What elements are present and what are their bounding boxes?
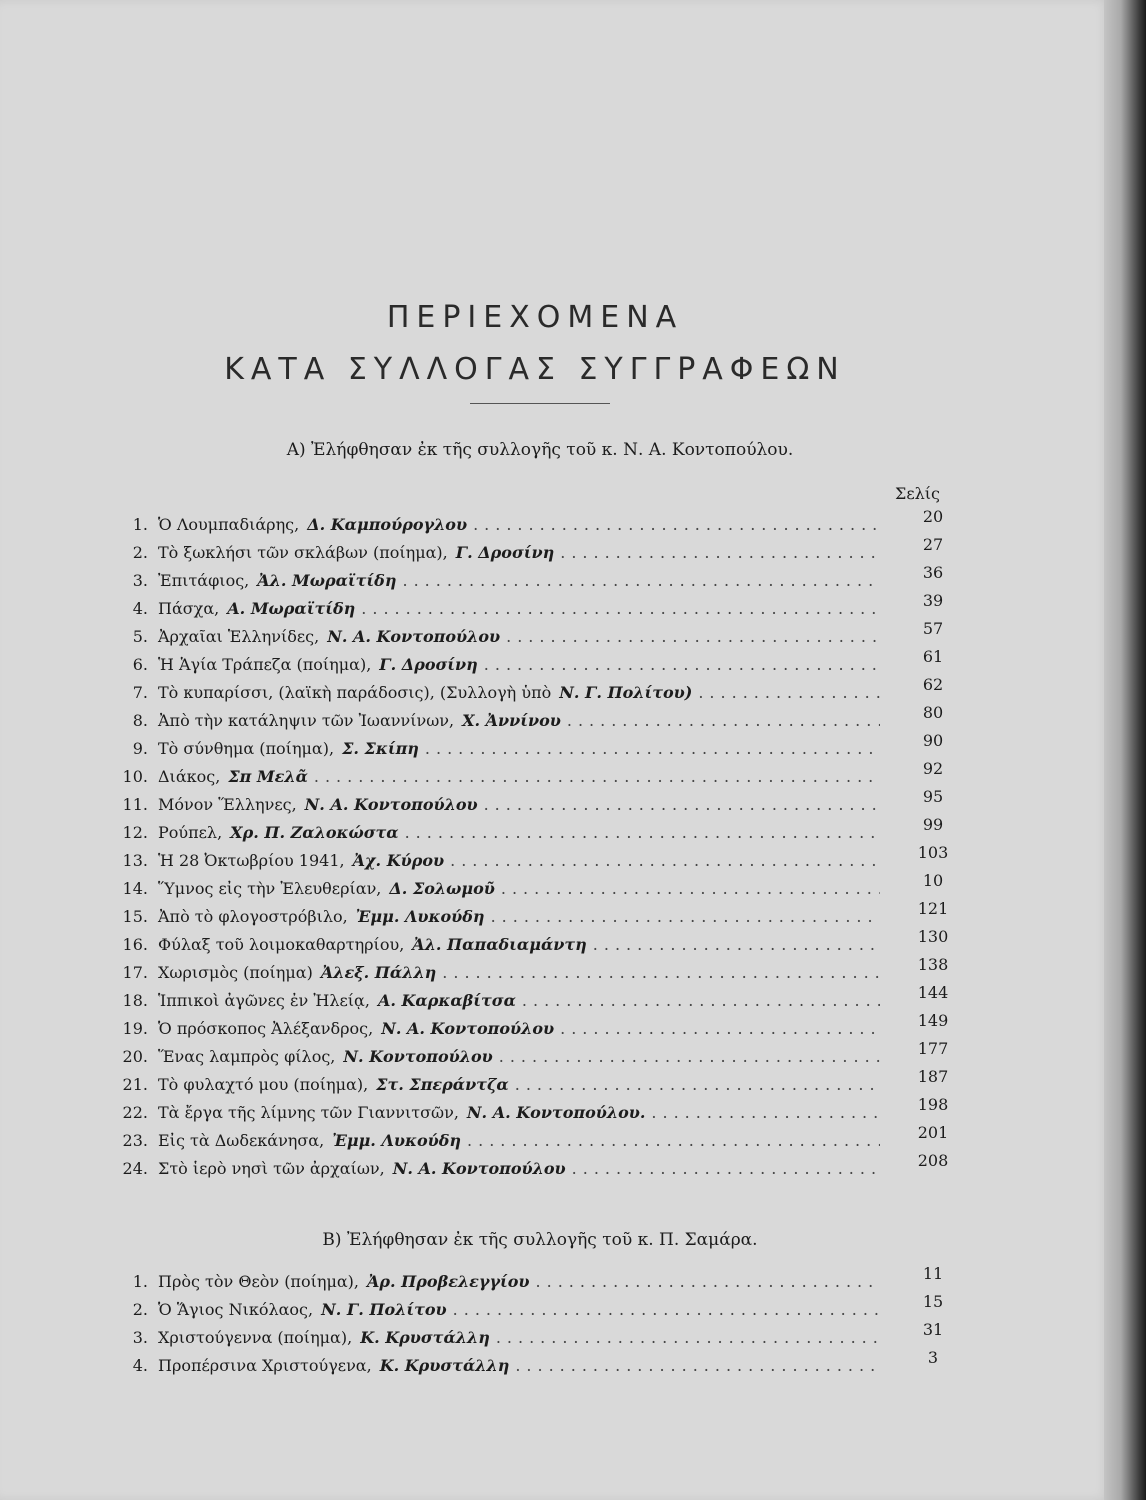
toc-entry: [100, 1075, 880, 1103]
leader-dots: [515, 1075, 880, 1094]
section-b-heading: Β) Ἐλήφθησαν ἐκ τῆς συλλογῆς τοῦ κ. Π. Σαμάρα.: [322, 1230, 758, 1250]
entry-page-number: 99: [922, 815, 944, 834]
entry-page-number: 208: [917, 1151, 949, 1170]
leader-dots: [572, 1159, 880, 1178]
entry-author: Γ. Δροσίνη: [379, 655, 478, 674]
entry-title: Προπέρσινα Χριστούγενα,: [158, 1356, 372, 1375]
toc-entry: [100, 1300, 880, 1328]
entry-number: 8.: [132, 711, 148, 730]
entry-page-number: 61: [922, 647, 944, 666]
title-divider: [470, 403, 610, 404]
entry-title: Τὸ σύνθημα (ποίημα),: [158, 739, 335, 758]
entry-author: Ν. Α. Κοντοπούλου: [381, 1019, 555, 1038]
toc-entry: [100, 711, 880, 739]
leader-dots: [402, 571, 880, 590]
entry-title: Τὸ ξωκλήσι τῶν σκλάβων (ποίημα),: [158, 543, 448, 562]
entry-number: 19.: [122, 1019, 148, 1038]
entry-author: Ν. Α. Κοντοπούλου.: [466, 1103, 646, 1122]
toc-entry: [100, 655, 880, 683]
entry-title: Εἰς τὰ Δωδεκάνησα,: [158, 1131, 325, 1150]
entry-title: Διάκος,: [158, 767, 221, 786]
entry-author: Σ. Σκίπη: [342, 739, 419, 758]
entry-title: Ἱππικοὶ ἀγῶνες ἐν Ἠλείᾳ,: [158, 991, 370, 1010]
entry-page-number: 201: [917, 1123, 949, 1142]
entry-number: 7.: [132, 683, 148, 702]
leader-dots: [405, 823, 880, 842]
toc-entry: [100, 1103, 880, 1131]
entry-number: 4.: [132, 599, 148, 618]
entry-author: Δ. Καμπούρογλου: [307, 515, 468, 534]
toc-entry: [100, 739, 880, 767]
entry-number: 11.: [122, 795, 148, 814]
entry-page-number: 198: [917, 1095, 949, 1114]
entry-title: Ὁ Ἅγιος Νικόλαος,: [158, 1300, 314, 1319]
entry-page-number: 138: [917, 955, 949, 974]
entry-author: Χ. Ἀννίνου: [462, 711, 561, 730]
entry-author: Ν. Α. Κοντοπούλου: [392, 1159, 566, 1178]
entry-author: Ν. Α. Κοντοπούλου: [304, 795, 478, 814]
book-spine-edge: [1104, 0, 1146, 1500]
entry-title: Φύλαξ τοῦ λοιμοκαθαρτηρίου,: [158, 935, 405, 954]
entry-title: Ἀρχαῖαι Ἑλληνίδες,: [158, 627, 320, 646]
entry-number: 2.: [132, 1300, 148, 1319]
leader-dots: [425, 739, 880, 758]
entry-title: Μόνον Ἕλληνες,: [158, 795, 297, 814]
entry-number: 24.: [122, 1159, 148, 1178]
toc-entry: [100, 851, 880, 879]
leader-dots: [453, 1300, 880, 1319]
entry-title: Ἀπὸ τὴν κατάληψιν τῶν Ἰωαννίνων,: [158, 711, 455, 730]
entry-page-number: 92: [922, 759, 944, 778]
leader-dots: [484, 655, 880, 674]
entry-title: Πρὸς τὸν Θεὸν (ποίημα),: [158, 1272, 359, 1291]
entry-number: 21.: [122, 1075, 148, 1094]
entry-title: Ὁ πρόσκοπος Ἀλέξανδρος,: [158, 1019, 374, 1038]
entry-number: 16.: [122, 935, 148, 954]
leader-dots: [450, 851, 880, 870]
leader-dots: [442, 963, 880, 982]
entry-number: 4.: [132, 1356, 148, 1375]
entry-number: 23.: [122, 1131, 148, 1150]
entry-page-number: 95: [922, 787, 944, 806]
leader-dots: [651, 1103, 880, 1122]
entry-author: Ἀλ. Μωραϊτίδη: [257, 571, 397, 590]
toc-entry: [100, 991, 880, 1019]
leader-dots: [361, 599, 880, 618]
leader-dots: [593, 935, 880, 954]
entry-author: Ἐμμ. Λυκούδη: [355, 907, 485, 926]
entry-title: Ἕνας λαμπρὸς φίλος,: [158, 1047, 336, 1066]
entry-page-number: 11: [922, 1264, 944, 1283]
leader-dots: [499, 1047, 880, 1066]
entry-page-number: 10: [922, 871, 944, 890]
entry-page-number: 31: [922, 1320, 944, 1339]
entry-page-number: 144: [917, 983, 949, 1002]
entry-author: Ν. Κοντοπούλου: [343, 1047, 493, 1066]
entry-page-number: 62: [922, 675, 944, 694]
leader-dots: [496, 1328, 880, 1347]
toc-entry: [100, 1328, 880, 1356]
entry-title: Ὕμνος εἰς τὴν Ἐλευθερίαν,: [158, 879, 382, 898]
entry-page-number: 187: [917, 1067, 949, 1086]
entry-title: Ὁ Λουμπαδιάρης,: [158, 515, 300, 534]
entry-author: Δ. Σολωμοῦ: [389, 879, 495, 898]
leader-dots: [522, 991, 880, 1010]
toc-entry: [100, 1019, 880, 1047]
entry-author: Α. Μωραϊτίδη: [227, 599, 356, 618]
leader-dots: [484, 795, 880, 814]
entry-author: Ἐμμ. Λυκούδη: [332, 1131, 462, 1150]
entry-number: 18.: [122, 991, 148, 1010]
entry-page-number: 36: [922, 563, 944, 582]
entry-page-number: 3: [927, 1348, 939, 1367]
entry-author: Στ. Σπεράντζα: [376, 1075, 509, 1094]
toc-entry: [100, 963, 880, 991]
entry-title: Ἡ Ἁγία Τράπεζα (ποίημα),: [158, 655, 372, 674]
entry-author: Κ. Κρυστάλλη: [379, 1356, 510, 1375]
entry-number: 1.: [132, 1272, 148, 1291]
page-column-label: Σελίς: [895, 484, 940, 503]
page-title: ΠΕΡΙΕΧΟΜΕΝΑ: [386, 300, 684, 335]
leader-dots: [491, 907, 880, 926]
entry-title: Πάσχα,: [158, 599, 220, 618]
entry-page-number: 149: [917, 1011, 949, 1030]
entry-number: 12.: [122, 823, 148, 842]
toc-entry: [100, 1159, 880, 1187]
toc-entry: [100, 907, 880, 935]
entry-page-number: 90: [922, 731, 944, 750]
entry-number: 22.: [122, 1103, 148, 1122]
section-a-heading: Α) Ἐλήφθησαν ἐκ τῆς συλλογῆς τοῦ κ. Ν. Α. Κοντοπούλου.: [286, 440, 794, 460]
entry-author: Ν. Α. Κοντοπούλου: [327, 627, 501, 646]
page-subtitle: ΚΑΤΑ ΣΥΛΛΟΓΑΣ ΣΥΓΓΡΑΦΕΩΝ: [224, 352, 846, 387]
leader-dots: [536, 1272, 880, 1291]
entry-author: Κ. Κρυστάλλη: [360, 1328, 490, 1347]
entry-number: 10.: [122, 767, 148, 786]
entry-title: Ἡ 28 Ὀκτωβρίου 1941,: [158, 851, 345, 870]
entry-author: Χρ. Π. Ζαλοκώστα: [230, 823, 399, 842]
toc-entry: [100, 1131, 880, 1159]
entry-title: Ἀπὸ τὸ φλογοστρόβιλο,: [158, 907, 348, 926]
entry-number: 14.: [122, 879, 148, 898]
entry-title: Τὸ φυλαχτό μου (ποίημα),: [158, 1075, 369, 1094]
entry-page-number: 39: [922, 591, 944, 610]
entry-page-number: 15: [922, 1292, 944, 1311]
leader-dots: [506, 627, 880, 646]
leader-dots: [314, 767, 880, 786]
entry-author: Ἀρ. Προβελεγγίου: [366, 1272, 530, 1291]
entry-page-number: 121: [917, 899, 949, 918]
toc-entry: [100, 935, 880, 963]
toc-entry: [100, 571, 880, 599]
entry-author: Ἀλ. Παπαδιαμάντη: [412, 935, 587, 954]
entry-number: 13.: [122, 851, 148, 870]
entry-number: 5.: [132, 627, 148, 646]
entry-author: Ἀλεξ. Πάλλη: [320, 963, 437, 982]
leader-dots: [467, 1131, 880, 1150]
leader-dots: [560, 1019, 880, 1038]
entry-title: Τὸ κυπαρίσσι, (λαϊκὴ παράδοσις), (Συλλογὴ ὑπὸ: [158, 683, 552, 702]
toc-entry: [100, 795, 880, 823]
toc-entry: [100, 599, 880, 627]
entry-title: Χωρισμὸς (ποίημα): [158, 963, 313, 982]
toc-entry: [100, 823, 880, 851]
entry-page-number: 130: [917, 927, 949, 946]
entry-number: 3.: [132, 1328, 148, 1347]
entry-author: Α. Καρκαβίτσα: [377, 991, 516, 1010]
entry-page-number: 20: [922, 507, 944, 526]
entry-author: Σπ Μελᾶ: [228, 767, 308, 786]
toc-entry: [100, 683, 880, 711]
entry-title: Ρούπελ,: [158, 823, 223, 842]
entry-author: Γ. Δροσίνη: [455, 543, 555, 562]
entry-number: 17.: [122, 963, 148, 982]
entry-author: Ν. Γ. Πολίτου): [559, 683, 693, 702]
entry-title: Ἐπιτάφιος,: [158, 571, 250, 590]
entry-page-number: 80: [922, 703, 944, 722]
entry-title: Στὸ ἱερὸ νησὶ τῶν ἀρχαίων,: [158, 1159, 385, 1178]
entry-number: 20.: [122, 1047, 148, 1066]
entry-author: Ν. Γ. Πολίτου: [321, 1300, 447, 1319]
toc-entry: [100, 1047, 880, 1075]
toc-entry: [100, 515, 880, 543]
toc-entry: [100, 543, 880, 571]
leader-dots: [515, 1356, 880, 1375]
toc-entry: [100, 1272, 880, 1300]
entry-page-number: 177: [917, 1039, 949, 1058]
entry-author: Ἀχ. Κύρου: [352, 851, 445, 870]
entry-number: 1.: [132, 515, 148, 534]
leader-dots: [698, 683, 880, 702]
entry-title: Χριστούγεννα (ποίημα),: [158, 1328, 353, 1347]
entry-number: 9.: [132, 739, 148, 758]
entry-number: 15.: [122, 907, 148, 926]
toc-entry: [100, 879, 880, 907]
toc-entry: [100, 1356, 880, 1384]
leader-dots: [501, 879, 880, 898]
entry-number: 6.: [132, 655, 148, 674]
leader-dots: [473, 515, 880, 534]
entry-page-number: 57: [922, 619, 944, 638]
entry-page-number: 103: [917, 843, 949, 862]
entry-page-number: 27: [922, 535, 944, 554]
entry-number: 3.: [132, 571, 148, 590]
toc-entry: [100, 767, 880, 795]
leader-dots: [567, 711, 880, 730]
entry-number: 2.: [132, 543, 148, 562]
leader-dots: [560, 543, 880, 562]
toc-entry: [100, 627, 880, 655]
entry-title: Τὰ ἔργα τῆς λίμνης τῶν Γιαννιτσῶν,: [158, 1103, 459, 1122]
